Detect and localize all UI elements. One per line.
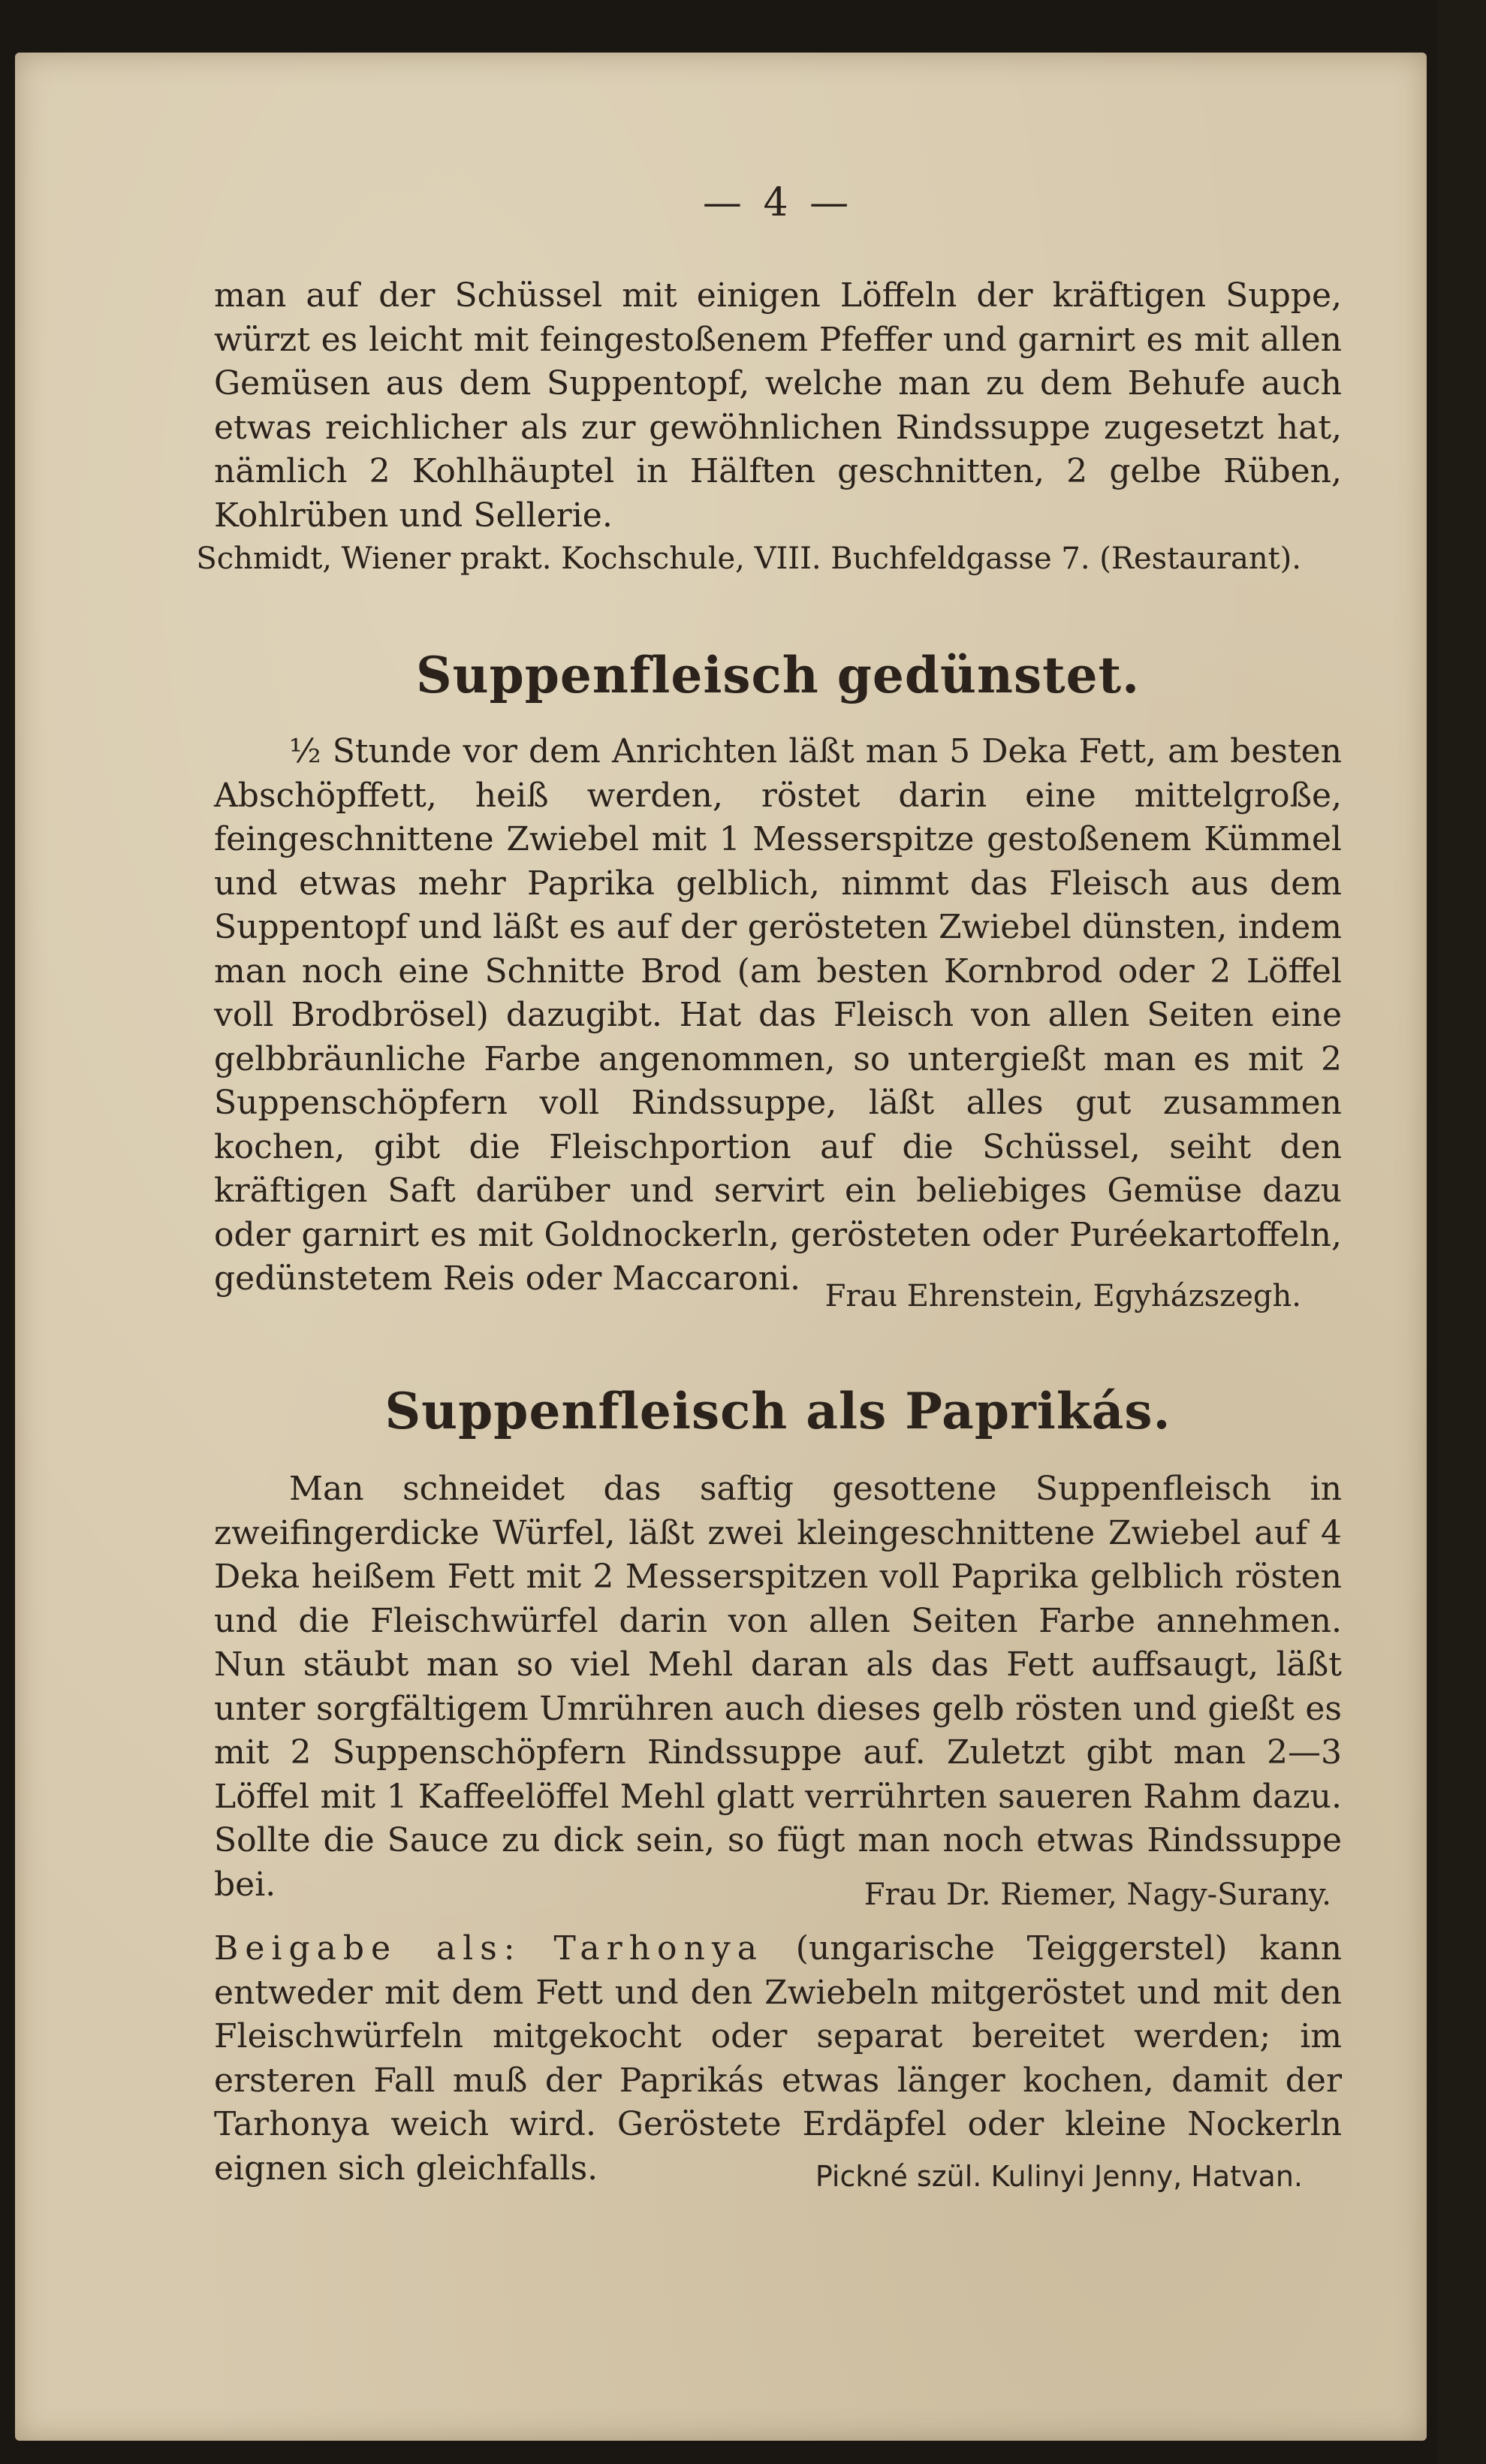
page-gutter	[1438, 0, 1486, 2464]
intro-paragraph: man auf der Schüssel mit einigen Löffeln der kräftigen Suppe, würzt es leicht mit feingestoßenem Pfeffer und garnirt es mit allen Gemüsen aus dem Suppentopf, welche man zu dem Behufe auch etwas reichlicher als zur gewöhnlichen Rindssuppe zugesetzt hat, nämlich 2 Kohlhäuptel in Hälften geschnitten, 2 gelbe Rüben, Kohlrüben und Sellerie.	[214, 276, 1342, 535]
recipe-text-gedünstet: ½ Stunde vor dem Anrichten läßt man 5 Deka Fett, am besten Abschöpffett, heiß werden, röstet darin eine mittelgroße, feingeschnittene Zwiebel mit 1 Messerspitze gestoßenem Kümmel und etwas mehr Paprika gelblich, nimmt das Fleisch aus dem Suppentopf und läßt es auf der gerösteten Zwiebel dünsten, indem man noch eine Schnitte Brod (am besten Kornbrod oder 2 Löffel voll Brodbrösel) dazugibt. Hat das Fleisch von allen Seiten eine gelbbräunliche Farbe angenommen, so untergießt man es mit 2 Suppenschöpfern voll Rindssuppe, läßt alles gut zusammen kochen, gibt die Fleischportion auf die Schüssel, seiht den kräftigen Saft darüber und servirt ein beliebiges Gemüse dazu oder garnirt es mit Goldnockerln, gerösteten oder Puréekartoffeln, gedünstetem Reis oder Maccaroni.	[214, 732, 1342, 1298]
beigabe-paragraph	[214, 1927, 1342, 2191]
recipe-attribution-paprikas: Frau Dr. Riemer, Nagy-Surany.	[864, 1877, 1331, 1912]
beigabe-label: Beigabe als:	[214, 1929, 522, 1968]
recipe-text-paprikas: Man schneidet das saftig gesottene Suppenfleisch in zweifingerdicke Würfel, läßt zwei kleingeschnittene Zwiebel auf 4 Deka heißem Fett mit 2 Messerspitzen voll Paprika gelblich rösten und die Fleischwürfel darin von allen Seiten Farbe annehmen. Nun stäubt man so viel Mehl daran als das Fett auffsaugt, läßt unter sorgfältigem Umrühren auch dieses gelb rösten und gießt es mit 2 Suppenschöpfern Rindssuppe auf. Zuletzt gibt man 2—3 Löffel mit 1 Kaffeelöffel Mehl glatt verrührten saueren Rahm dazu. Sollte die Sauce zu dick sein, so fügt man noch etwas Rindssuppe bei.	[214, 1470, 1342, 1904]
recipe-attribution-gedünstet: Frau Ehrenstein, Egyházszegh.	[824, 1279, 1301, 1313]
page-number: — 4 —	[702, 180, 854, 225]
beigabe-term: Tarhonya	[553, 1929, 764, 1968]
intro-attribution: Schmidt, Wiener prakt. Kochschule, VIII. Buchfeldgasse 7. (Restaurant).	[196, 541, 1301, 576]
recipe-title-paprikas: Suppenfleisch als Paprikás.	[384, 1382, 1171, 1440]
beigabe-attribution: Pickné szül. Kulinyi Jenny, Hatvan.	[815, 2160, 1303, 2193]
recipe-title-gedünstet: Suppenfleisch gedünstet.	[415, 646, 1141, 704]
beigabe-text: (ungarische Teiggerstel) kann entweder mit dem Fett und den Zwiebeln mitgeröstet und mit den Fleischwürfeln mitgekocht oder separat bereitet werden; im ersteren Fall muß der Paprikás etwas länger kochen, damit der Tarhonya weich wird. Geröstete Erdäpfel oder kleine Nockerln eignen sich gleichfalls.	[214, 1929, 1342, 2188]
